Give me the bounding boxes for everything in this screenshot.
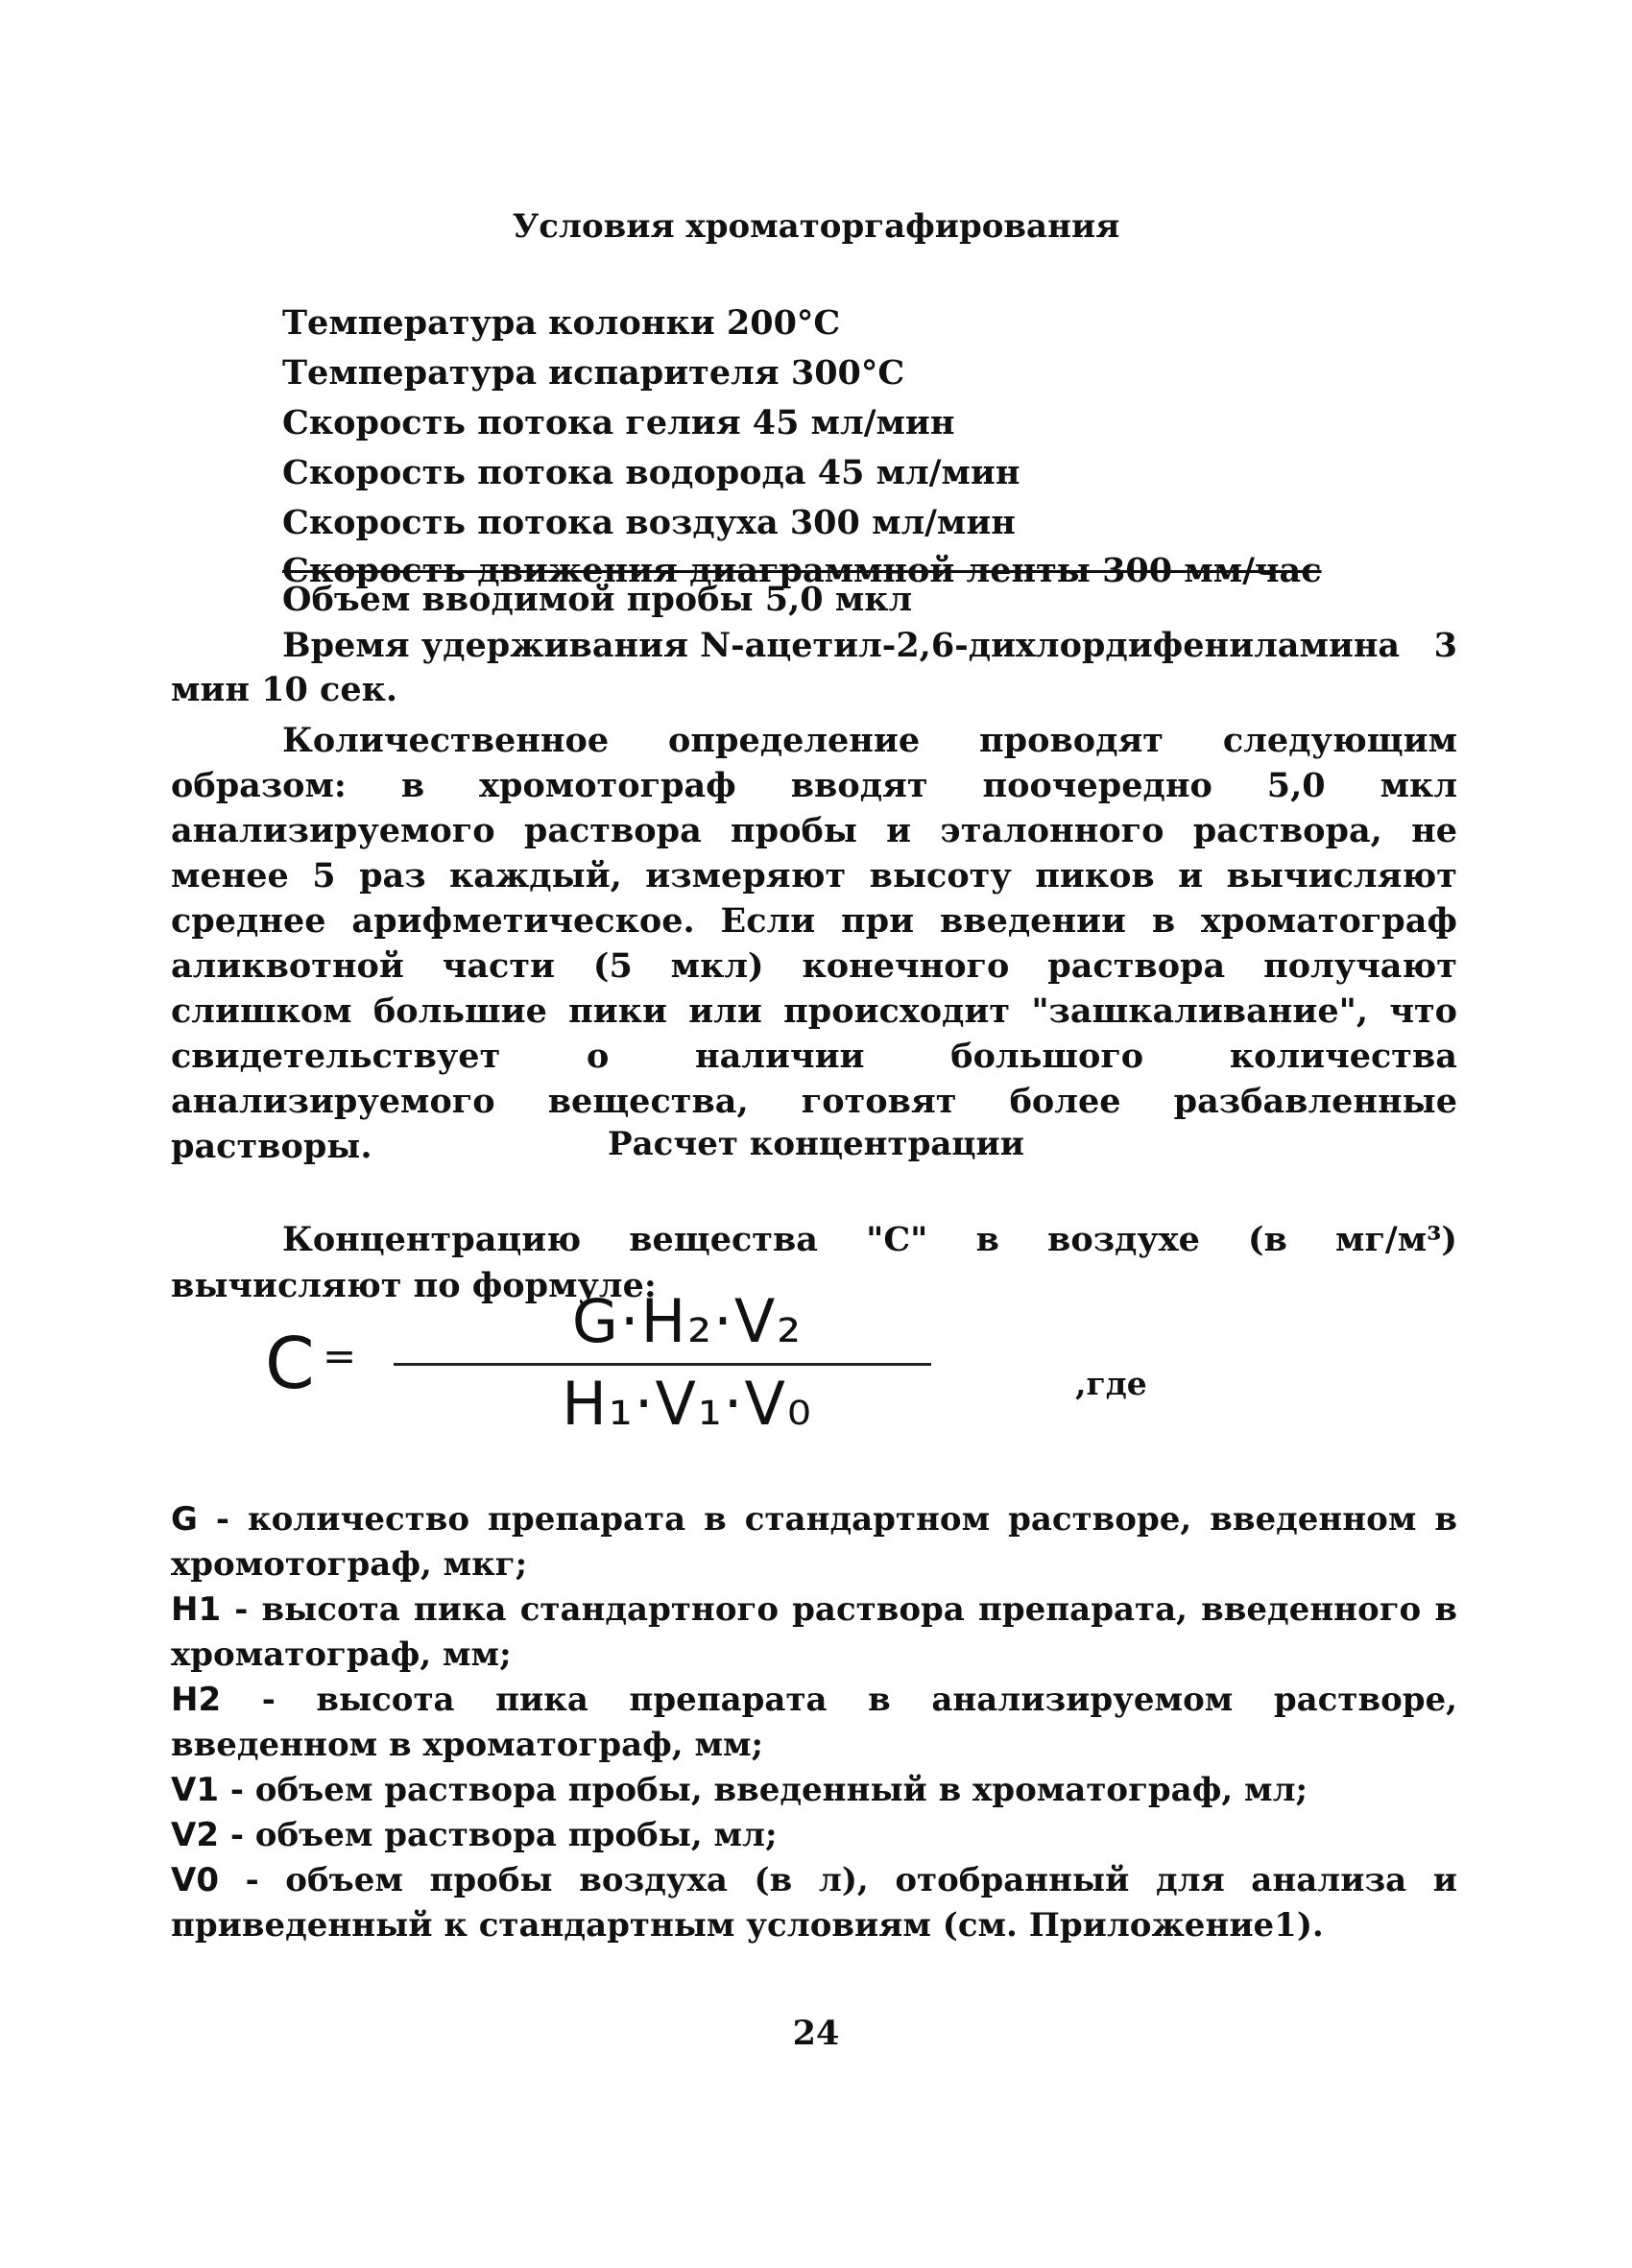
retention-tail: мин 10 сек. bbox=[171, 670, 398, 709]
quantification-paragraph: Количественное определение проводят следующим образом: в хромотограф вводят поочередно 5,0 мкл анализируемого раствора пробы и эталонного раствора, не менее 5 раз каждый, измеряют высоту пиков и вычисляют среднее арифметическое. Если при введении в хроматограф аликвотной части (5 мкл) конечного раствора получают слишком большие пики или происходит "зашкаливание", что свидетельствует о наличии большого количества анализируемого вещества, готовят более разбавленные растворы. bbox=[171, 721, 1457, 1166]
legend-item bbox=[171, 1588, 1457, 1678]
legend-symbol: H2 bbox=[171, 1681, 222, 1719]
condition-line-struck: Скорость движения диаграммной ленты 300 мм/час bbox=[282, 551, 1322, 590]
retention-value: 3 bbox=[1433, 626, 1457, 665]
condition-line: Температура испарителя 300°С bbox=[282, 353, 905, 393]
condition-line: Скорость потока гелия 45 мл/мин bbox=[282, 403, 955, 442]
legend-symbol: V1 bbox=[171, 1771, 219, 1809]
condition-line: Скорость потока воздуха 300 мл/мин bbox=[282, 503, 1016, 542]
legend-symbol: V2 bbox=[171, 1816, 219, 1854]
retention-label: Время удерживания N-ацетил-2,6-дихлордифениламина bbox=[282, 626, 1401, 665]
legend-text: - объем пробы воздуха (в л), отобранный для анализа и приведенный к стандартным условиям (см. Приложение1). bbox=[171, 1861, 1457, 1945]
legend-text: - высота пика препарата в анализируемом растворе, введенном в хроматограф, мм; bbox=[171, 1681, 1457, 1764]
legend-item bbox=[171, 1813, 1457, 1858]
legend-text: - количество препарата в стандартном растворе, введенном в хромотограф, мкг; bbox=[171, 1500, 1457, 1584]
concentration-formula bbox=[259, 1277, 1162, 1449]
legend-text: - объем раствора пробы, мл; bbox=[218, 1816, 778, 1854]
legend-symbol: G bbox=[171, 1500, 198, 1539]
condition-line: Скорость потока водорода 45 мл/мин bbox=[282, 453, 1020, 492]
legend-text: - высота пика стандартного раствора препарата, введенного в хроматограф, мм; bbox=[171, 1590, 1457, 1674]
condition-line: Объем вводимой пробы 5,0 мкл bbox=[282, 580, 913, 619]
formula-where: ,где bbox=[1075, 1365, 1147, 1402]
legend-item bbox=[171, 1858, 1457, 1948]
fraction-bar bbox=[394, 1363, 931, 1366]
formula-lhs: C bbox=[265, 1323, 315, 1405]
formula-denominator: H₁·V₁·V₀ bbox=[562, 1369, 813, 1439]
variable-legend bbox=[171, 1497, 1457, 1948]
legend-item bbox=[171, 1768, 1457, 1813]
retention-line bbox=[171, 624, 1457, 668]
formula-numerator: G·H₂·V₂ bbox=[571, 1286, 804, 1356]
legend-text: - объем раствора пробы, введенный в хроматограф, мл; bbox=[218, 1771, 1308, 1809]
section-title-conditions: Условия хроматоргафирования bbox=[512, 207, 1120, 246]
formula-equals: = bbox=[323, 1332, 357, 1379]
page-number: 24 bbox=[792, 2014, 840, 2053]
retention-time bbox=[171, 624, 1457, 712]
concentration-intro: Концентрацию вещества "С" в воздухе (в мг/м³) вычисляют по формуле: bbox=[171, 1220, 1457, 1305]
legend-item bbox=[171, 1497, 1457, 1588]
condition-line: Температура колонки 200°С bbox=[282, 303, 841, 343]
section-title-calculation: Расчет концентрации bbox=[608, 1125, 1024, 1163]
legend-symbol: V0 bbox=[171, 1861, 219, 1899]
legend-item bbox=[171, 1678, 1457, 1768]
legend-symbol: H1 bbox=[171, 1590, 222, 1629]
